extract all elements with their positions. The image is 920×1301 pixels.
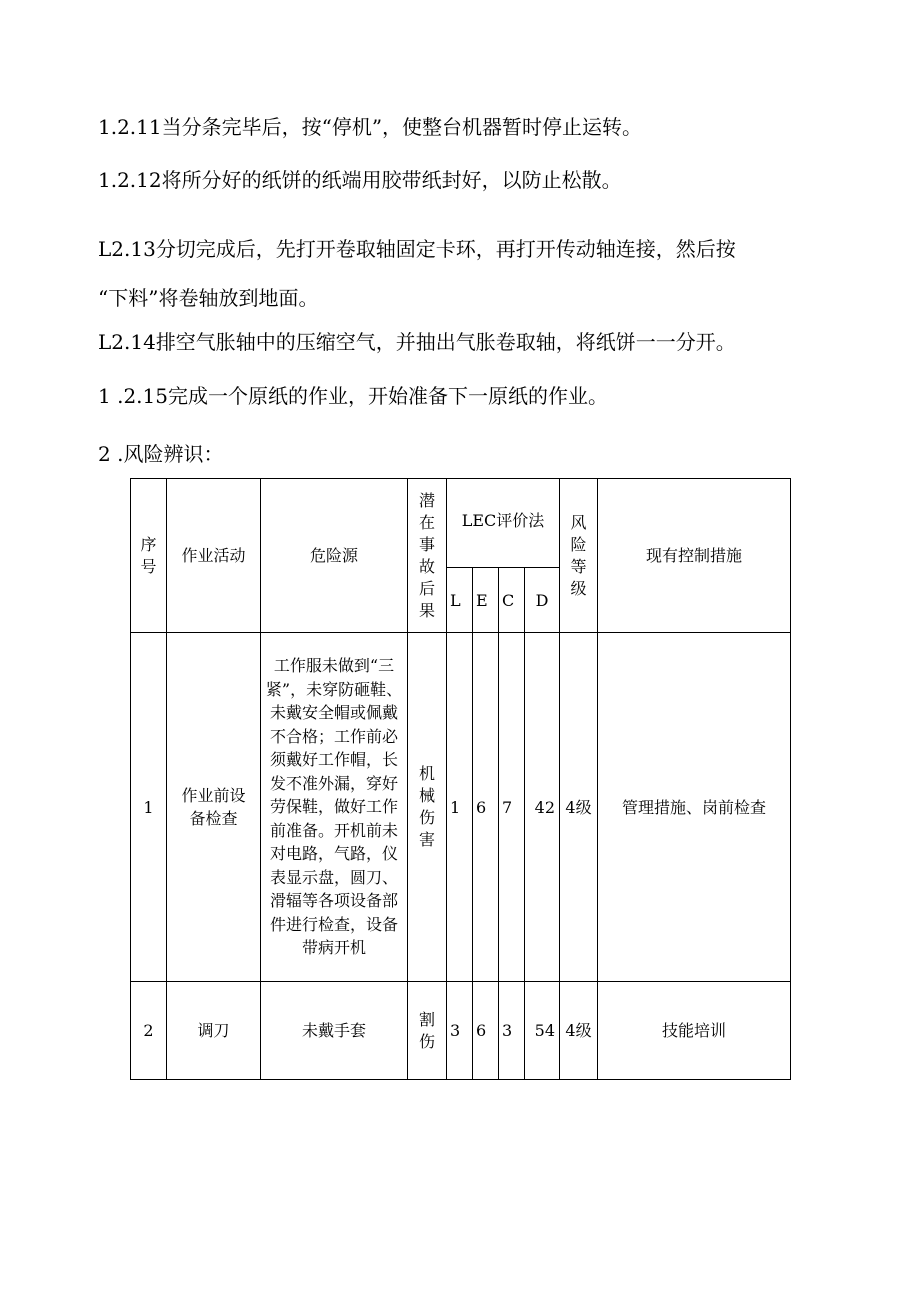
cell-seq: 2 — [131, 982, 167, 1080]
cell-e: 6 — [473, 633, 499, 982]
paragraph-1-2-12: 1.2.12将所分好的纸饼的纸端用胶带纸封好，以防止松散。 — [98, 168, 622, 192]
header-seq: 序号 — [131, 479, 167, 633]
cell-activity: 调刀 — [167, 982, 261, 1080]
header-lec: LEC评价法 — [447, 479, 560, 568]
cell-d: 54 — [525, 982, 560, 1080]
cell-c: 7 — [499, 633, 525, 982]
header-d: D — [525, 568, 560, 633]
paragraph-1-2-13-continued: “下料”将卷轴放到地面。 — [98, 286, 319, 310]
paragraph-1-2-14: L2.14排空气胀轴中的压缩空气，并抽出气胀卷取轴，将纸饼一一分开。 — [98, 330, 736, 354]
cell-risk-level: 4级 — [560, 982, 598, 1080]
paragraph-1-2-15: 1 .2.15完成一个原纸的作业，开始准备下一原纸的作业。 — [98, 384, 608, 408]
cell-d: 42 — [525, 633, 560, 982]
header-hazard: 危险源 — [261, 479, 408, 633]
header-consequence: 潜在事故后果 — [408, 479, 447, 633]
cell-activity: 作业前设备检查 — [167, 633, 261, 982]
cell-l: 1 — [447, 633, 473, 982]
cell-hazard: 工作服未做到“三紧”，未穿防砸鞋、未戴安全帽或佩戴不合格；工作前必须戴好工作帽，长发不准外漏，穿好劳保鞋，做好工作前准备。开机前未对电路，气路，仪表显示盘，圆刀、滑辐等各项设备部件进行检查，设备带病开机 — [261, 633, 408, 982]
header-c: C — [499, 568, 525, 633]
header-activity: 作业活动 — [167, 479, 261, 633]
cell-consequence: 割伤 — [408, 982, 447, 1080]
paragraph-1-2-13: L2.13分切完成后，先打开卷取轴固定卡环，再打开传动轴连接，然后按 — [98, 237, 736, 261]
cell-controls: 技能培训 — [598, 982, 791, 1080]
header-e: E — [473, 568, 499, 633]
header-l: L — [447, 568, 473, 633]
cell-seq: 1 — [131, 633, 167, 982]
table-row — [131, 633, 791, 982]
risk-table — [130, 478, 791, 1080]
cell-l: 3 — [447, 982, 473, 1080]
cell-e: 6 — [473, 982, 499, 1080]
cell-hazard: 未戴手套 — [261, 982, 408, 1080]
cell-consequence: 机械伤害 — [408, 633, 447, 982]
paragraph-1-2-11: 1.2.11当分条完毕后，按“停机”，使整台机器暂时停止运转。 — [98, 115, 643, 139]
header-controls: 现有控制措施 — [598, 479, 791, 633]
cell-c: 3 — [499, 982, 525, 1080]
section-heading-risk-identification: 2 .风险辨识： — [98, 442, 224, 466]
header-risk-level: 风险等级 — [560, 479, 598, 633]
cell-controls: 管理措施、岗前检查 — [598, 633, 791, 982]
cell-risk-level: 4级 — [560, 633, 598, 982]
table-row — [131, 982, 791, 1080]
